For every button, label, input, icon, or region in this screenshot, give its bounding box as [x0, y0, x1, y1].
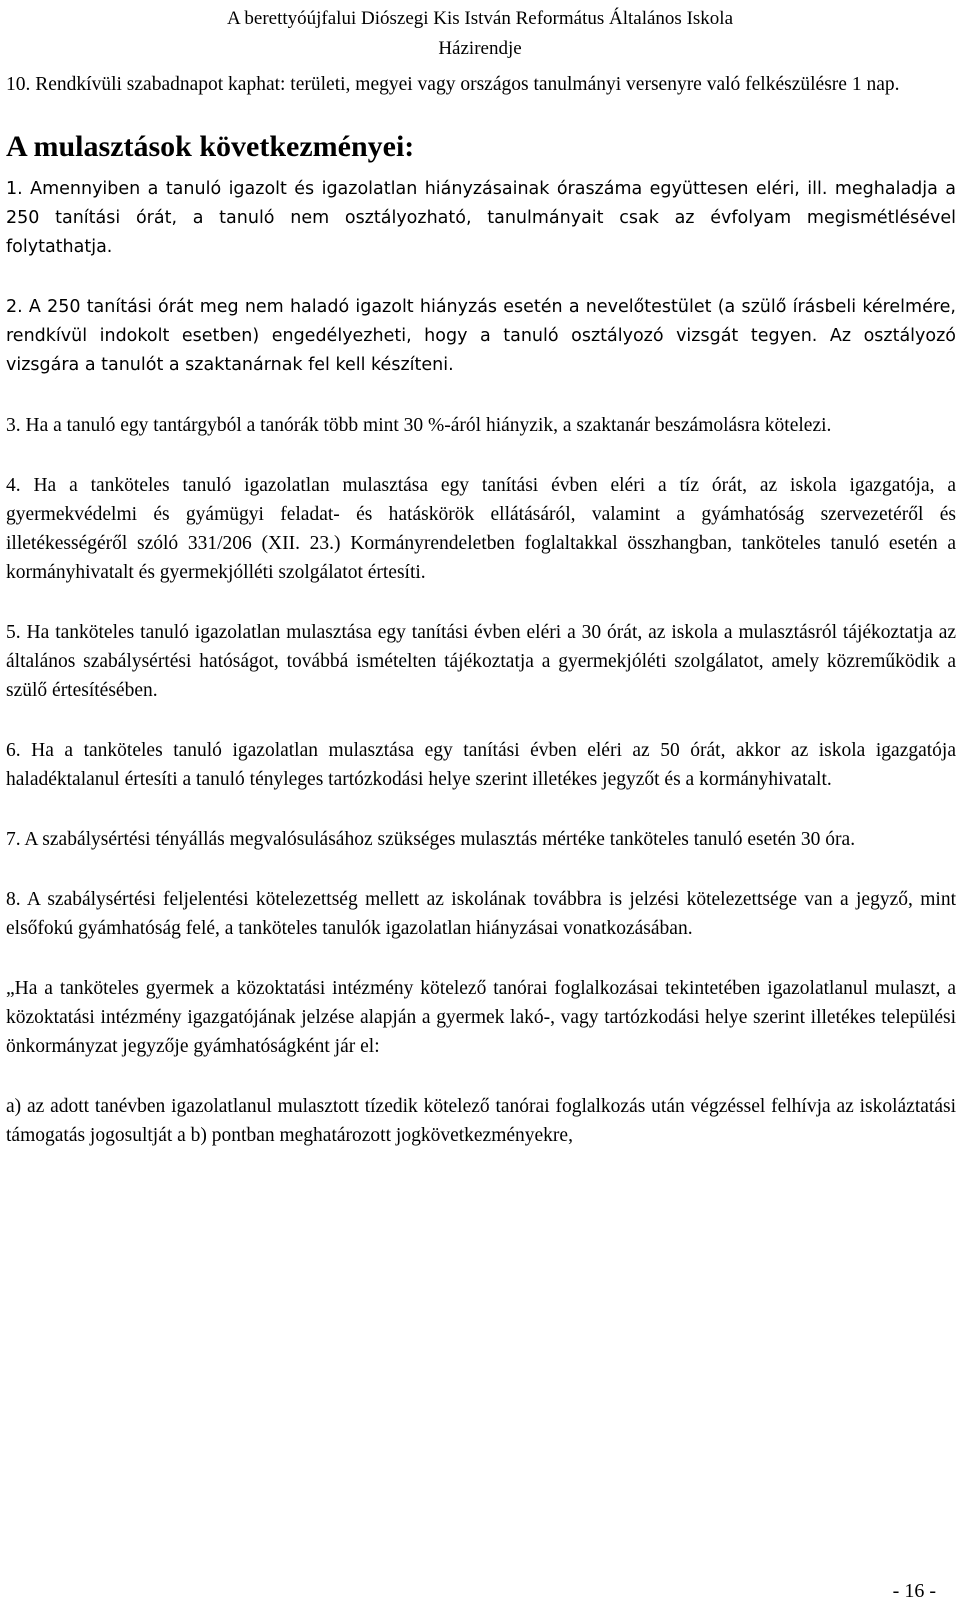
quote-paragraph: „Ha a tanköteles gyermek a közoktatási intézmény kötelező tanórai foglalkozásai tekintetében igazolatlanul mulaszt, a közoktatási intézmény igazgatójának jelzése alapján a gyermek lakó-, vagy tartózkodási helye szerint illetékes települési önkormányzat jegyzője gyámhatóságként jár el: — [6, 978, 956, 1057]
item-4: 4. Ha a tanköteles tanuló igazolatlan mulasztása egy tanítási évben eléri a tíz órát, az iskola igazgatója, a gyermekvédelmi és gyámügyi feladat- és hatáskörök ellátásáról, valamint a gyámhatóság szervezetéről és illetékességéről szóló 331/206 (XII. 23.) Kormányrendeletben foglaltakkal összhangban, tanköteles tanuló esetén a kormányhivatalt és gyermekjólléti szolgálatot értesíti. — [6, 475, 956, 583]
page-number: - 16 - — [892, 1580, 936, 1602]
item-8: 8. A szabálysértési feljelentési kötelezettség mellett az iskolának továbbra is jelzési kötelezettsége van a jegyző, mint elsőfokú gyámhatóság felé, a tanköteles tanulók igazolatlan hiányzásai vonatkozásában. — [6, 889, 956, 939]
document-body — [6, 70, 956, 1150]
item-5: 5. Ha tanköteles tanuló igazolatlan mulasztása egy tanítási évben eléri a 30 órát, az iskola a mulasztásról tájékoztatja az általános szabálysértési hatóságot, továbbá ismételten tájékoztatja a gyermekjóléti szolgálatot, amely közreműködik a szülő értesítésében. — [6, 622, 956, 701]
sub-item-a: a) az adott tanévben igazolatlanul mulasztott tízedik kötelező tanórai foglalkozás után végzéssel felhívja az iskoláztatási támogatás jogosultját a b) pontban meghatározott jogkövetkezményekre, — [6, 1096, 956, 1146]
item-7: 7. A szabálysértési tényállás megvalósulásához szükséges mulasztás mértéke tanköteles tanuló esetén 30 óra. — [6, 829, 856, 850]
intro-paragraph: 10. Rendkívüli szabadnapot kaphat: területi, megyei vagy országos tanulmányi versenyre való felkészülésre 1 nap. — [6, 74, 900, 95]
section-title: A mulasztások következményei: — [6, 130, 415, 163]
page-header — [0, 4, 960, 64]
item-1: 1. Amennyiben a tanuló igazolt és igazolatlan hiányzásainak óraszáma együttesen eléri, ill. meghaladja a 250 tanítási órát, a tanuló nem osztályozható, tanulmányait csak az évfolyam megismétlésével folytathatja. — [6, 179, 956, 257]
item-6: 6. Ha a tanköteles tanuló igazolatlan mulasztása egy tanítási évben eléri az 50 órát, akkor az iskola igazgatója haladéktalanul értesíti a tanuló tényleges tartózkodási helye szerint illetékes jegyzőt és a kormányhivatalt. — [6, 740, 956, 790]
item-2: 2. A 250 tanítási órát meg nem haladó igazolt hiányzás esetén a nevelőtestület (a szülő írásbeli kérelmére, rendkívül indokolt esetben) engedélyezheti, hogy a tanuló osztályozó vizsgát tegyen. Az osztályozó vizsgára a tanulót a szaktanárnak fel kell készíteni. — [6, 297, 956, 375]
item-3: 3. Ha a tanuló egy tantárgyból a tanórák több mint 30 %-áról hiányzik, a szaktanár beszámolásra kötelezi. — [6, 415, 832, 436]
header-school-name: A berettyóújfalui Diószegi Kis István Református Általános Iskola — [226, 8, 734, 29]
header-document-title: Házirendje — [438, 38, 522, 59]
